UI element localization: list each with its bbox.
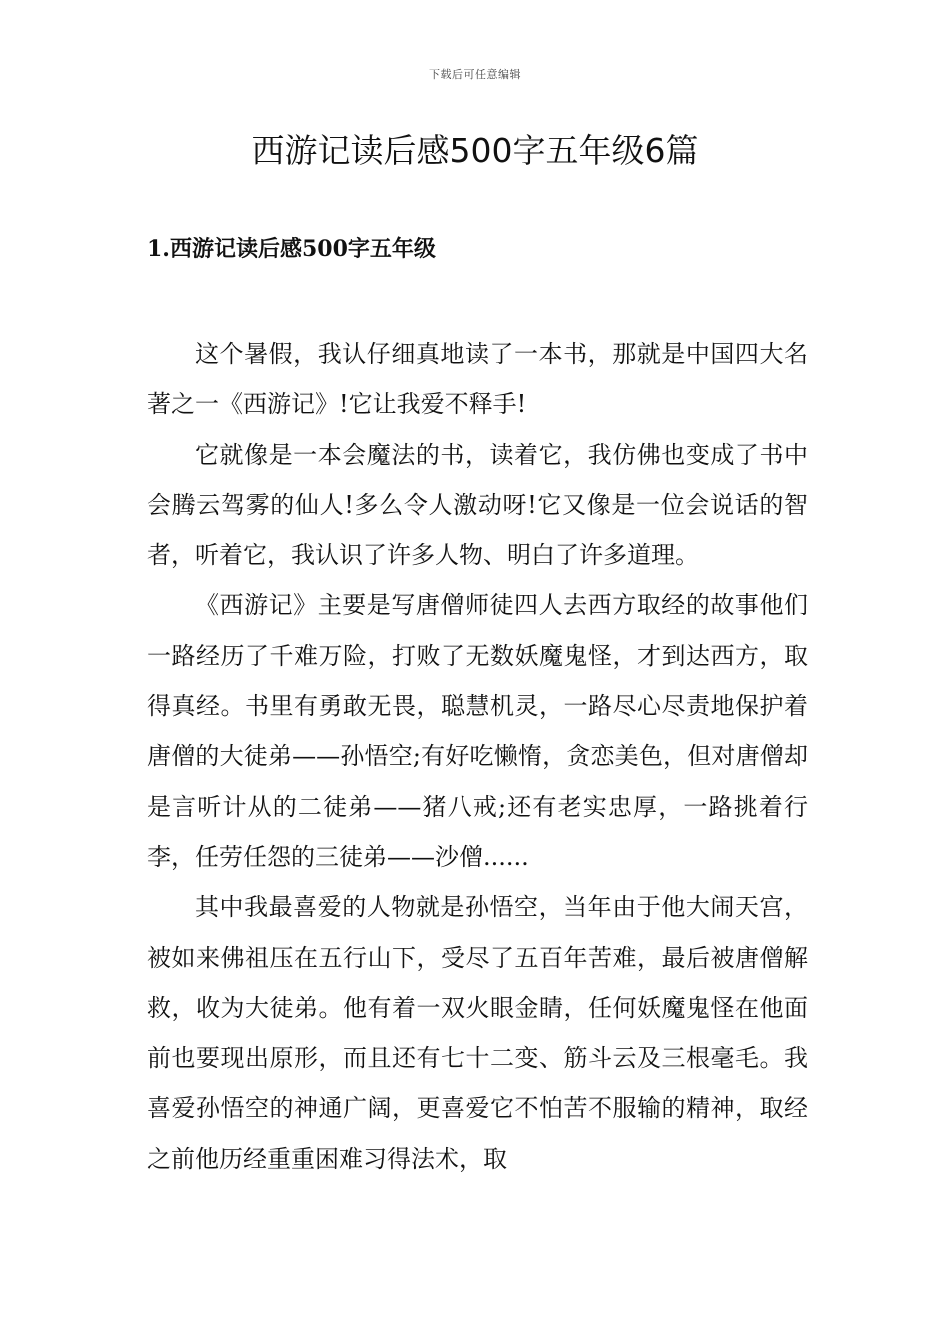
body-text [147,329,808,1184]
document-title: 西游记读后感500字五年级6篇 [251,131,699,170]
section-heading: 1.西游记读后感500字五年级 [147,236,436,262]
paragraph: 它就像是一本会魔法的书，读着它，我仿佛也变成了书中会腾云驾雾的仙人!多么令人激动呀!它又像是一位会说话的智者，听着它，我认识了许多人物、明白了许多道理。 [147,440,808,570]
paragraph: 《西游记》主要是写唐僧师徒四人去西方取经的故事他们一路经历了千难万险，打败了无数妖魔鬼怪，才到达西方，取得真经。书里有勇敢无畏，聪慧机灵，一路尽心尽责地保护着唐僧的大徒弟——孙悟空;有好吃懒惰，贪恋美色，但对唐僧却是言听计从的二徒弟——猪八戒;还有老实忠厚，一路挑着行李，任劳任怨的三徒弟——沙僧...... [147,591,808,871]
paragraph: 其中我最喜爱的人物就是孙悟空，当年由于他大闹天宫，被如来佛祖压在五行山下，受尽了五百年苦难，最后被唐僧解救，收为大徒弟。他有着一双火眼金睛，任何妖魔鬼怪在他面前也要现出原形，而且还有七十二变、筋斗云及三根毫毛。我喜爱孙悟空的神通广阔，更喜爱它不怕苦不服输的精神，取经之前他历经重重困难习得法术，取 [147,893,808,1173]
header-note: 下载后可任意编辑 [429,68,521,81]
paragraph: 这个暑假，我认仔细真地读了一本书，那就是中国四大名著之一《西游记》!它让我爱不释手! [147,340,808,419]
